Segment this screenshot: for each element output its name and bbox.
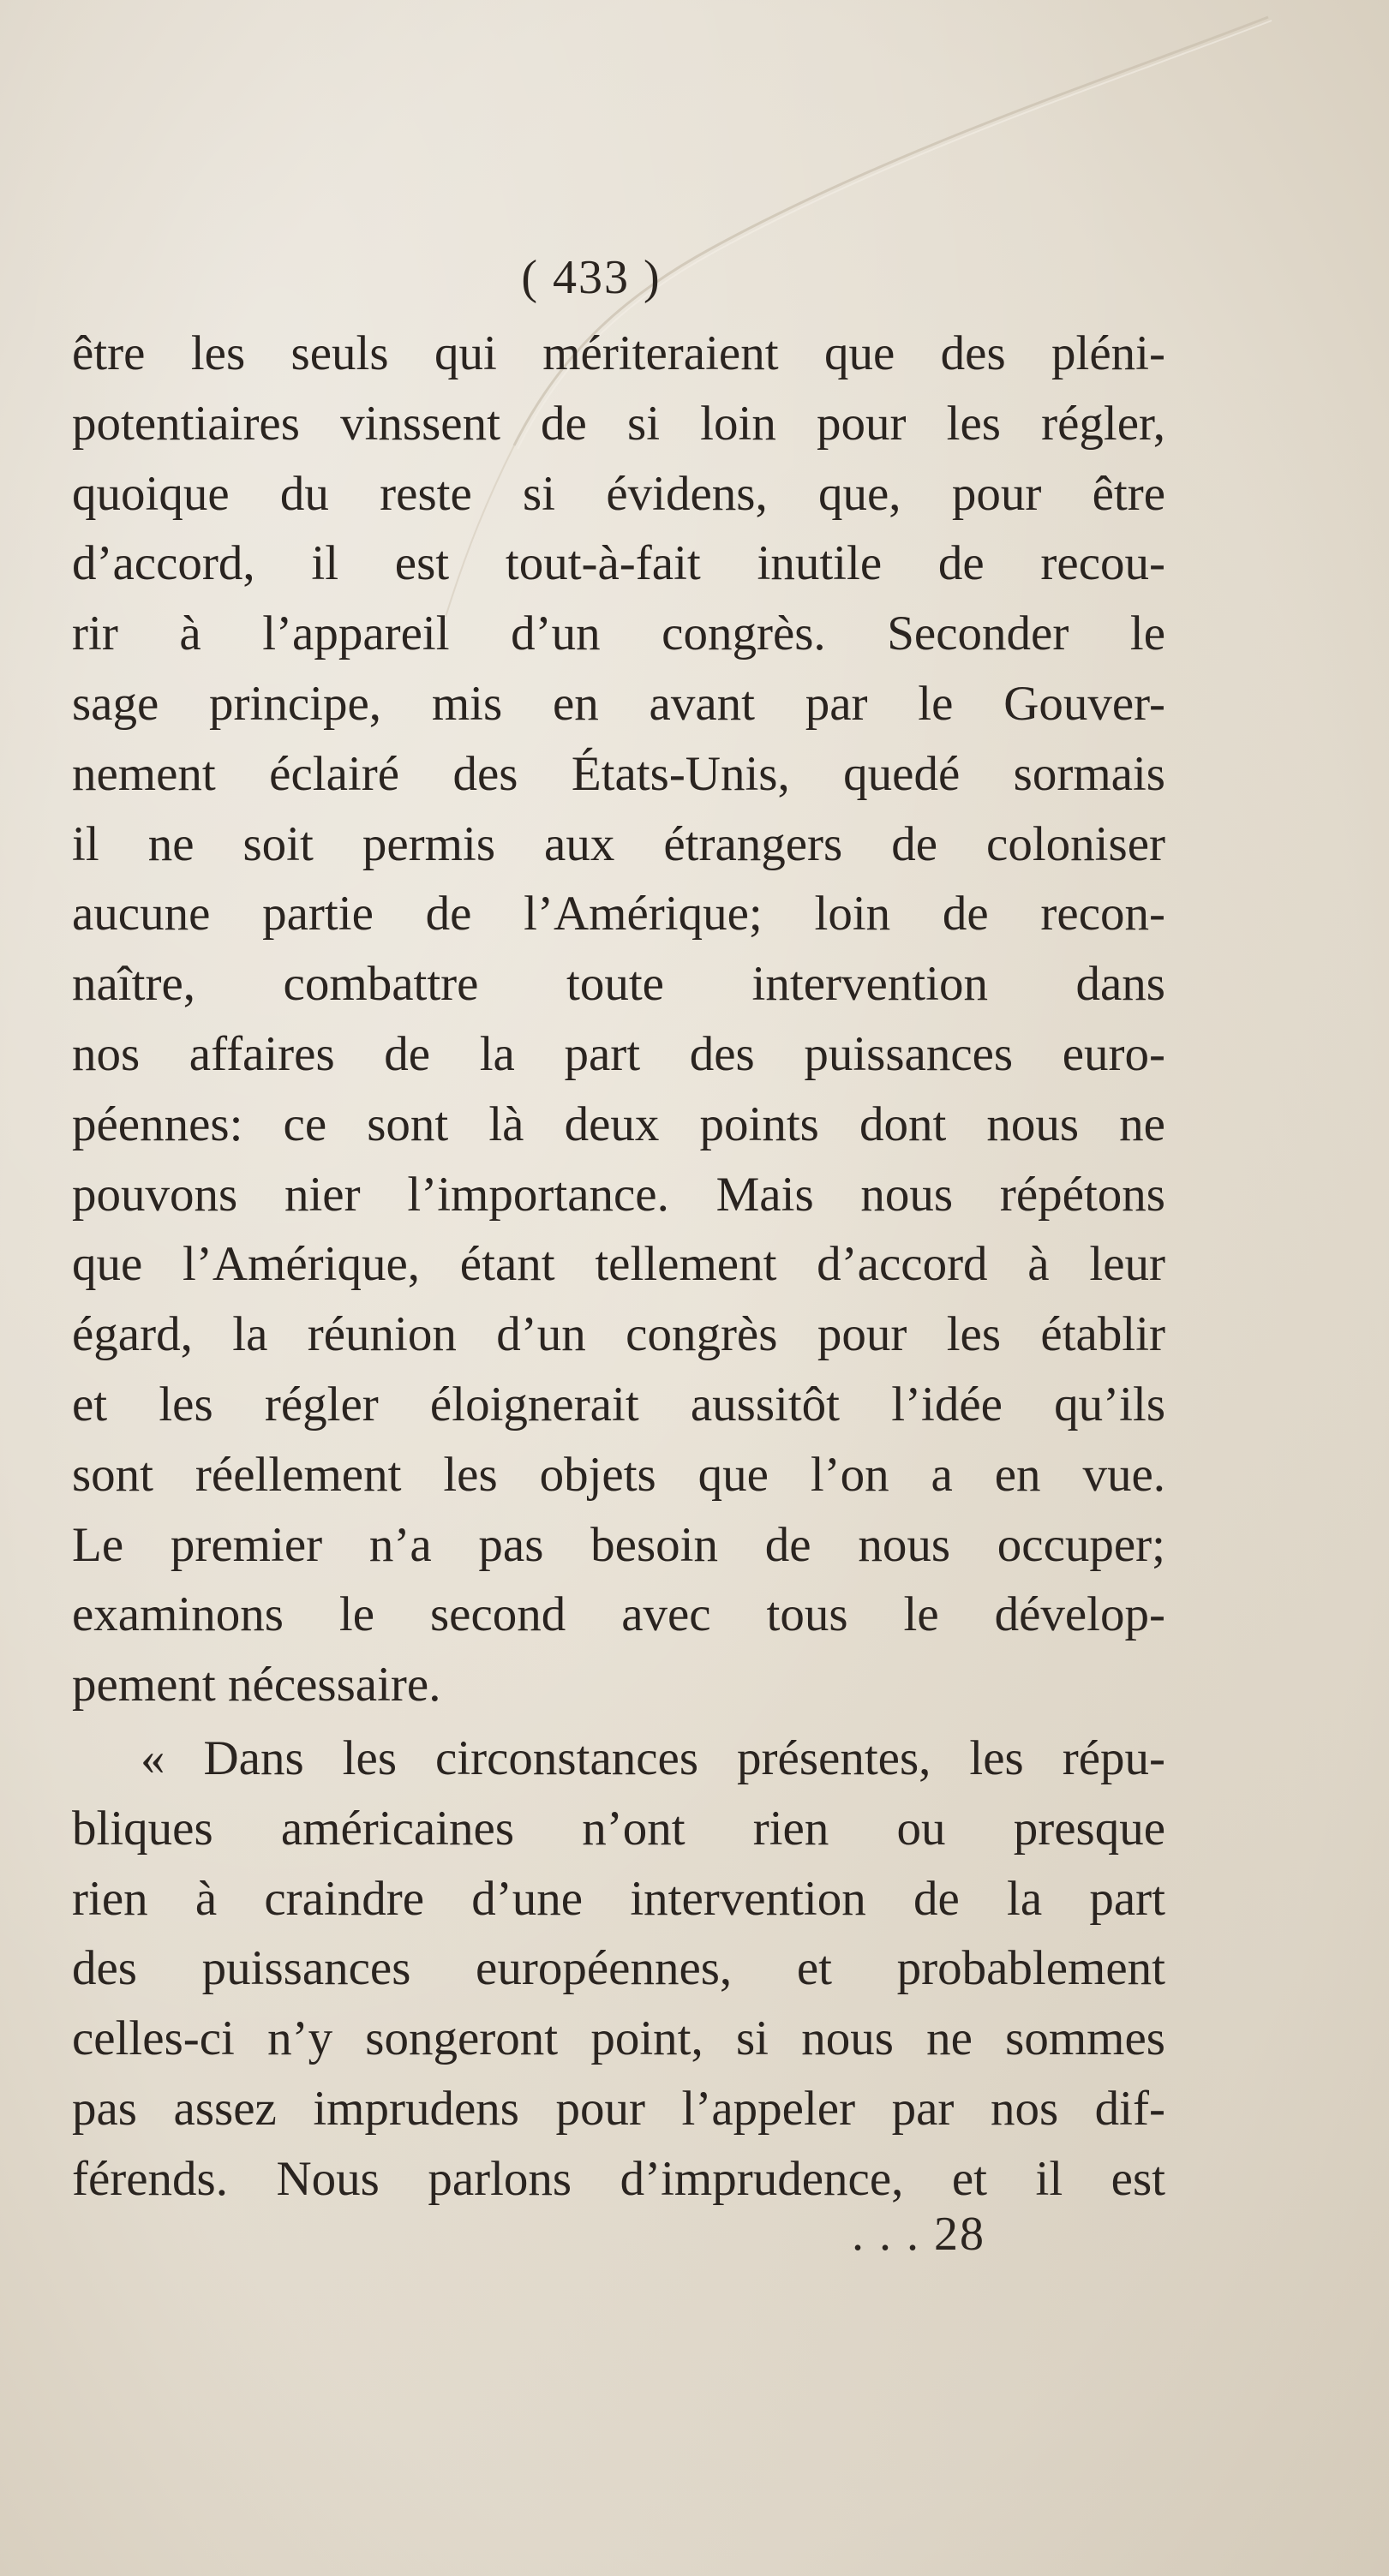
text-line: naître, combattre toute intervention dans	[72, 957, 1165, 1012]
text-line: pouvons nier l’importance. Mais nous répétons	[72, 1167, 1165, 1222]
text-line: nement éclairé des États-Unis, quedé sormais	[72, 746, 1165, 801]
text-line: égard, la réunion d’un congrès pour les établir	[72, 1307, 1165, 1362]
text-line: que l’Amérique, étant tellement d’accord à leur	[72, 1237, 1165, 1292]
text-line: des puissances européennes, et probablement	[72, 1941, 1165, 1996]
page-number-header: ( 433 )	[521, 251, 662, 304]
text-line: il ne soit permis aux étrangers de coloniser	[72, 816, 1165, 871]
text-line: férends. Nous parlons d’imprudence, et il est	[72, 2151, 1165, 2206]
text-line: sont réellement les objets que l’on a en vue.	[72, 1447, 1165, 1502]
text-line: aucune partie de l’Amérique; loin de recon-	[72, 887, 1165, 941]
text-line: potentiaires vinssent de si loin pour les régler,	[72, 396, 1165, 451]
body-text	[72, 319, 1165, 2214]
text-line: péennes: ce sont là deux points dont nous ne	[72, 1097, 1165, 1151]
text-line: rien à craindre d’une intervention de la part	[72, 1871, 1165, 1926]
signature-mark: . . . 28	[852, 2208, 985, 2261]
text-line: sage principe, mis en avant par le Gouver-	[72, 676, 1165, 731]
text-line: pement nécessaire.	[72, 1658, 441, 1712]
text-line: être les seuls qui mériteraient que des pléni-	[72, 326, 1165, 380]
text-line: rir à l’appareil d’un congrès. Seconder le	[72, 607, 1165, 661]
text-line: « Dans les circonstances présentes, les répu-	[141, 1730, 1165, 1785]
text-line: examinons le second avec tous le dévelop-	[72, 1587, 1165, 1642]
text-line: pas assez imprudens pour l’appeler par nos dif-	[72, 2081, 1165, 2136]
text-line: celles-ci n’y songeront point, si nous ne sommes	[72, 2011, 1165, 2066]
text-line: Le premier n’a pas besoin de nous occuper;	[72, 1517, 1165, 1572]
text-line: quoique du reste si évidens, que, pour être	[72, 466, 1165, 521]
text-line: nos affaires de la part des puissances euro-	[72, 1026, 1165, 1081]
text-line: d’accord, il est tout-à-fait inutile de recou-	[72, 536, 1165, 591]
text-line: et les régler éloignerait aussitôt l’idée qu’ils	[72, 1377, 1165, 1431]
text-line: bliques américaines n’ont rien ou presque	[72, 1801, 1165, 1856]
